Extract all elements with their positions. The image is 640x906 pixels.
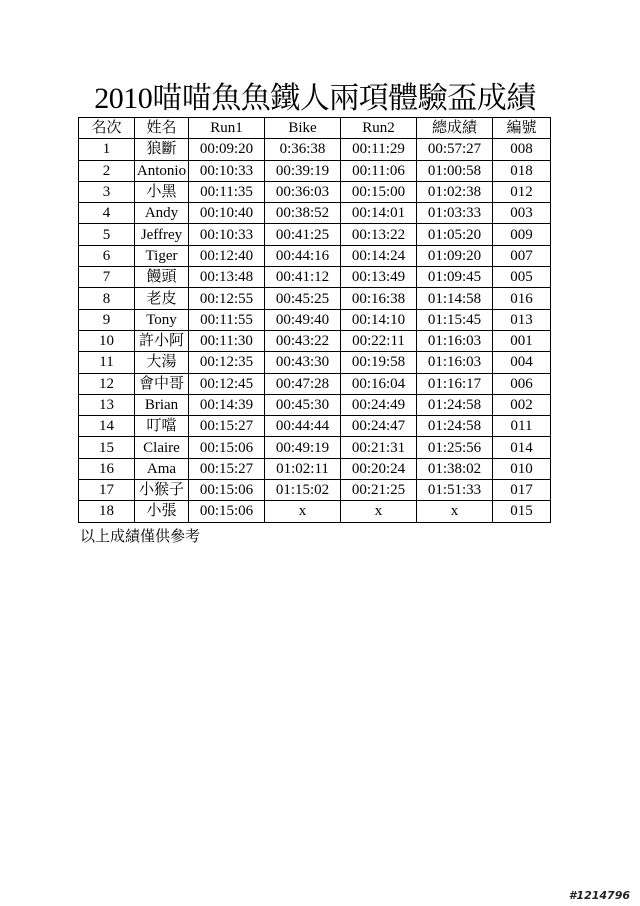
run1-cell: 00:10:40: [189, 203, 265, 224]
run2-cell: 00:14:24: [341, 245, 417, 266]
table-row: [79, 330, 551, 351]
number-cell: 013: [493, 309, 551, 330]
run1-cell: 00:15:27: [189, 416, 265, 437]
total-cell: 01:03:33: [417, 203, 493, 224]
total-cell: 01:38:02: [417, 458, 493, 479]
run2-cell: 00:24:49: [341, 394, 417, 415]
name-cell: Tony: [135, 309, 189, 330]
name-cell: 饅頭: [135, 267, 189, 288]
number-cell: 003: [493, 203, 551, 224]
run1-cell: 00:15:27: [189, 458, 265, 479]
total-cell: 01:14:58: [417, 288, 493, 309]
col-header-total: 總成績: [417, 118, 493, 139]
run2-cell: 00:20:24: [341, 458, 417, 479]
table-row: [79, 501, 551, 522]
rank-cell: 17: [79, 480, 135, 501]
rank-cell: 1: [79, 139, 135, 160]
run1-cell: 00:15:06: [189, 501, 265, 522]
name-cell: Jeffrey: [135, 224, 189, 245]
name-cell: Antonio: [135, 160, 189, 181]
rank-cell: 2: [79, 160, 135, 181]
run1-cell: 00:09:20: [189, 139, 265, 160]
run2-cell: 00:14:10: [341, 309, 417, 330]
total-cell: 00:57:27: [417, 139, 493, 160]
total-cell: 01:15:45: [417, 309, 493, 330]
run2-cell: 00:13:22: [341, 224, 417, 245]
name-cell: 小黑: [135, 181, 189, 202]
number-cell: 011: [493, 416, 551, 437]
rank-cell: 14: [79, 416, 135, 437]
bike-cell: 00:38:52: [265, 203, 341, 224]
page-title: 2010喵喵魚魚鐵人兩項體驗盃成績: [94, 82, 536, 115]
bike-cell: 00:41:25: [265, 224, 341, 245]
run2-cell: 00:16:04: [341, 373, 417, 394]
total-cell: 01:16:03: [417, 352, 493, 373]
col-header-bike: Bike: [265, 118, 341, 139]
bike-cell: x: [265, 501, 341, 522]
run1-cell: 00:11:30: [189, 330, 265, 351]
total-cell: 01:00:58: [417, 160, 493, 181]
number-cell: 009: [493, 224, 551, 245]
bike-cell: 00:49:40: [265, 309, 341, 330]
number-cell: 002: [493, 394, 551, 415]
bike-cell: 01:15:02: [265, 480, 341, 501]
table-row: [79, 245, 551, 266]
name-cell: 許小阿: [135, 330, 189, 351]
total-cell: 01:24:58: [417, 416, 493, 437]
total-cell: 01:09:45: [417, 267, 493, 288]
run2-cell: 00:11:06: [341, 160, 417, 181]
run1-cell: 00:11:55: [189, 309, 265, 330]
bike-cell: 00:49:19: [265, 437, 341, 458]
table-row: [79, 480, 551, 501]
name-cell: 大湯: [135, 352, 189, 373]
table-row: [79, 352, 551, 373]
bike-cell: 00:47:28: [265, 373, 341, 394]
name-cell: Andy: [135, 203, 189, 224]
name-cell: 小猴子: [135, 480, 189, 501]
rank-cell: 12: [79, 373, 135, 394]
bike-cell: 00:43:30: [265, 352, 341, 373]
table-row: [79, 181, 551, 202]
rank-cell: 11: [79, 352, 135, 373]
total-cell: 01:05:20: [417, 224, 493, 245]
table-row: [79, 437, 551, 458]
rank-cell: 7: [79, 267, 135, 288]
bike-cell: 00:44:44: [265, 416, 341, 437]
name-cell: Ama: [135, 458, 189, 479]
rank-cell: 6: [79, 245, 135, 266]
number-cell: 014: [493, 437, 551, 458]
run2-cell: 00:24:47: [341, 416, 417, 437]
rank-cell: 5: [79, 224, 135, 245]
col-header-number: 編號: [493, 118, 551, 139]
run1-cell: 00:12:45: [189, 373, 265, 394]
run2-cell: 00:11:29: [341, 139, 417, 160]
name-cell: Brian: [135, 394, 189, 415]
rank-cell: 18: [79, 501, 135, 522]
name-cell: 叮噹: [135, 416, 189, 437]
bike-cell: 00:43:22: [265, 330, 341, 351]
name-cell: 小張: [135, 501, 189, 522]
run1-cell: 00:12:55: [189, 288, 265, 309]
table-row: [79, 160, 551, 181]
number-cell: 018: [493, 160, 551, 181]
total-cell: 01:16:17: [417, 373, 493, 394]
run2-cell: 00:19:58: [341, 352, 417, 373]
bike-cell: 00:39:19: [265, 160, 341, 181]
run1-cell: 00:14:39: [189, 394, 265, 415]
name-cell: 老皮: [135, 288, 189, 309]
table-row: [79, 224, 551, 245]
rank-cell: 10: [79, 330, 135, 351]
total-cell: 01:02:38: [417, 181, 493, 202]
bike-cell: 01:02:11: [265, 458, 341, 479]
table-header-row: [79, 118, 551, 139]
number-cell: 010: [493, 458, 551, 479]
table-row: [79, 267, 551, 288]
number-cell: 016: [493, 288, 551, 309]
name-cell: 會中哥: [135, 373, 189, 394]
table-row: [79, 394, 551, 415]
run2-cell: 00:16:38: [341, 288, 417, 309]
table-row: [79, 373, 551, 394]
table-row: [79, 139, 551, 160]
results-table: [78, 117, 551, 523]
rank-cell: 8: [79, 288, 135, 309]
total-cell: 01:16:03: [417, 330, 493, 351]
run2-cell: 00:14:01: [341, 203, 417, 224]
rank-cell: 4: [79, 203, 135, 224]
rank-cell: 9: [79, 309, 135, 330]
total-cell: x: [417, 501, 493, 522]
run2-cell: 00:13:49: [341, 267, 417, 288]
number-cell: 017: [493, 480, 551, 501]
run1-cell: 00:11:35: [189, 181, 265, 202]
number-cell: 006: [493, 373, 551, 394]
number-cell: 007: [493, 245, 551, 266]
bike-cell: 00:41:12: [265, 267, 341, 288]
run1-cell: 00:12:40: [189, 245, 265, 266]
bike-cell: 0:36:38: [265, 139, 341, 160]
run1-cell: 00:10:33: [189, 224, 265, 245]
rank-cell: 16: [79, 458, 135, 479]
table-row: [79, 416, 551, 437]
run1-cell: 00:15:06: [189, 437, 265, 458]
rank-cell: 13: [79, 394, 135, 415]
table-row: [79, 288, 551, 309]
bike-cell: 00:45:30: [265, 394, 341, 415]
total-cell: 01:09:20: [417, 245, 493, 266]
bike-cell: 00:45:25: [265, 288, 341, 309]
results-body: [79, 139, 551, 522]
number-cell: 015: [493, 501, 551, 522]
total-cell: 01:24:58: [417, 394, 493, 415]
rank-cell: 15: [79, 437, 135, 458]
bike-cell: 00:36:03: [265, 181, 341, 202]
watermark: #1214796: [568, 889, 630, 902]
run1-cell: 00:10:33: [189, 160, 265, 181]
name-cell: 狼斷: [135, 139, 189, 160]
col-header-run1: Run1: [189, 118, 265, 139]
col-header-rank: 名次: [79, 118, 135, 139]
run1-cell: 00:15:06: [189, 480, 265, 501]
run1-cell: 00:13:48: [189, 267, 265, 288]
run2-cell: 00:21:25: [341, 480, 417, 501]
number-cell: 012: [493, 181, 551, 202]
name-cell: Claire: [135, 437, 189, 458]
footnote: 以上成績僅供參考: [80, 527, 201, 545]
number-cell: 008: [493, 139, 551, 160]
rank-cell: 3: [79, 181, 135, 202]
number-cell: 001: [493, 330, 551, 351]
total-cell: 01:51:33: [417, 480, 493, 501]
table-row: [79, 203, 551, 224]
run2-cell: 00:22:11: [341, 330, 417, 351]
col-header-run2: Run2: [341, 118, 417, 139]
col-header-name: 姓名: [135, 118, 189, 139]
run2-cell: 00:21:31: [341, 437, 417, 458]
run2-cell: x: [341, 501, 417, 522]
bike-cell: 00:44:16: [265, 245, 341, 266]
number-cell: 005: [493, 267, 551, 288]
table-row: [79, 458, 551, 479]
total-cell: 01:25:56: [417, 437, 493, 458]
run1-cell: 00:12:35: [189, 352, 265, 373]
table-row: [79, 309, 551, 330]
run2-cell: 00:15:00: [341, 181, 417, 202]
name-cell: Tiger: [135, 245, 189, 266]
number-cell: 004: [493, 352, 551, 373]
